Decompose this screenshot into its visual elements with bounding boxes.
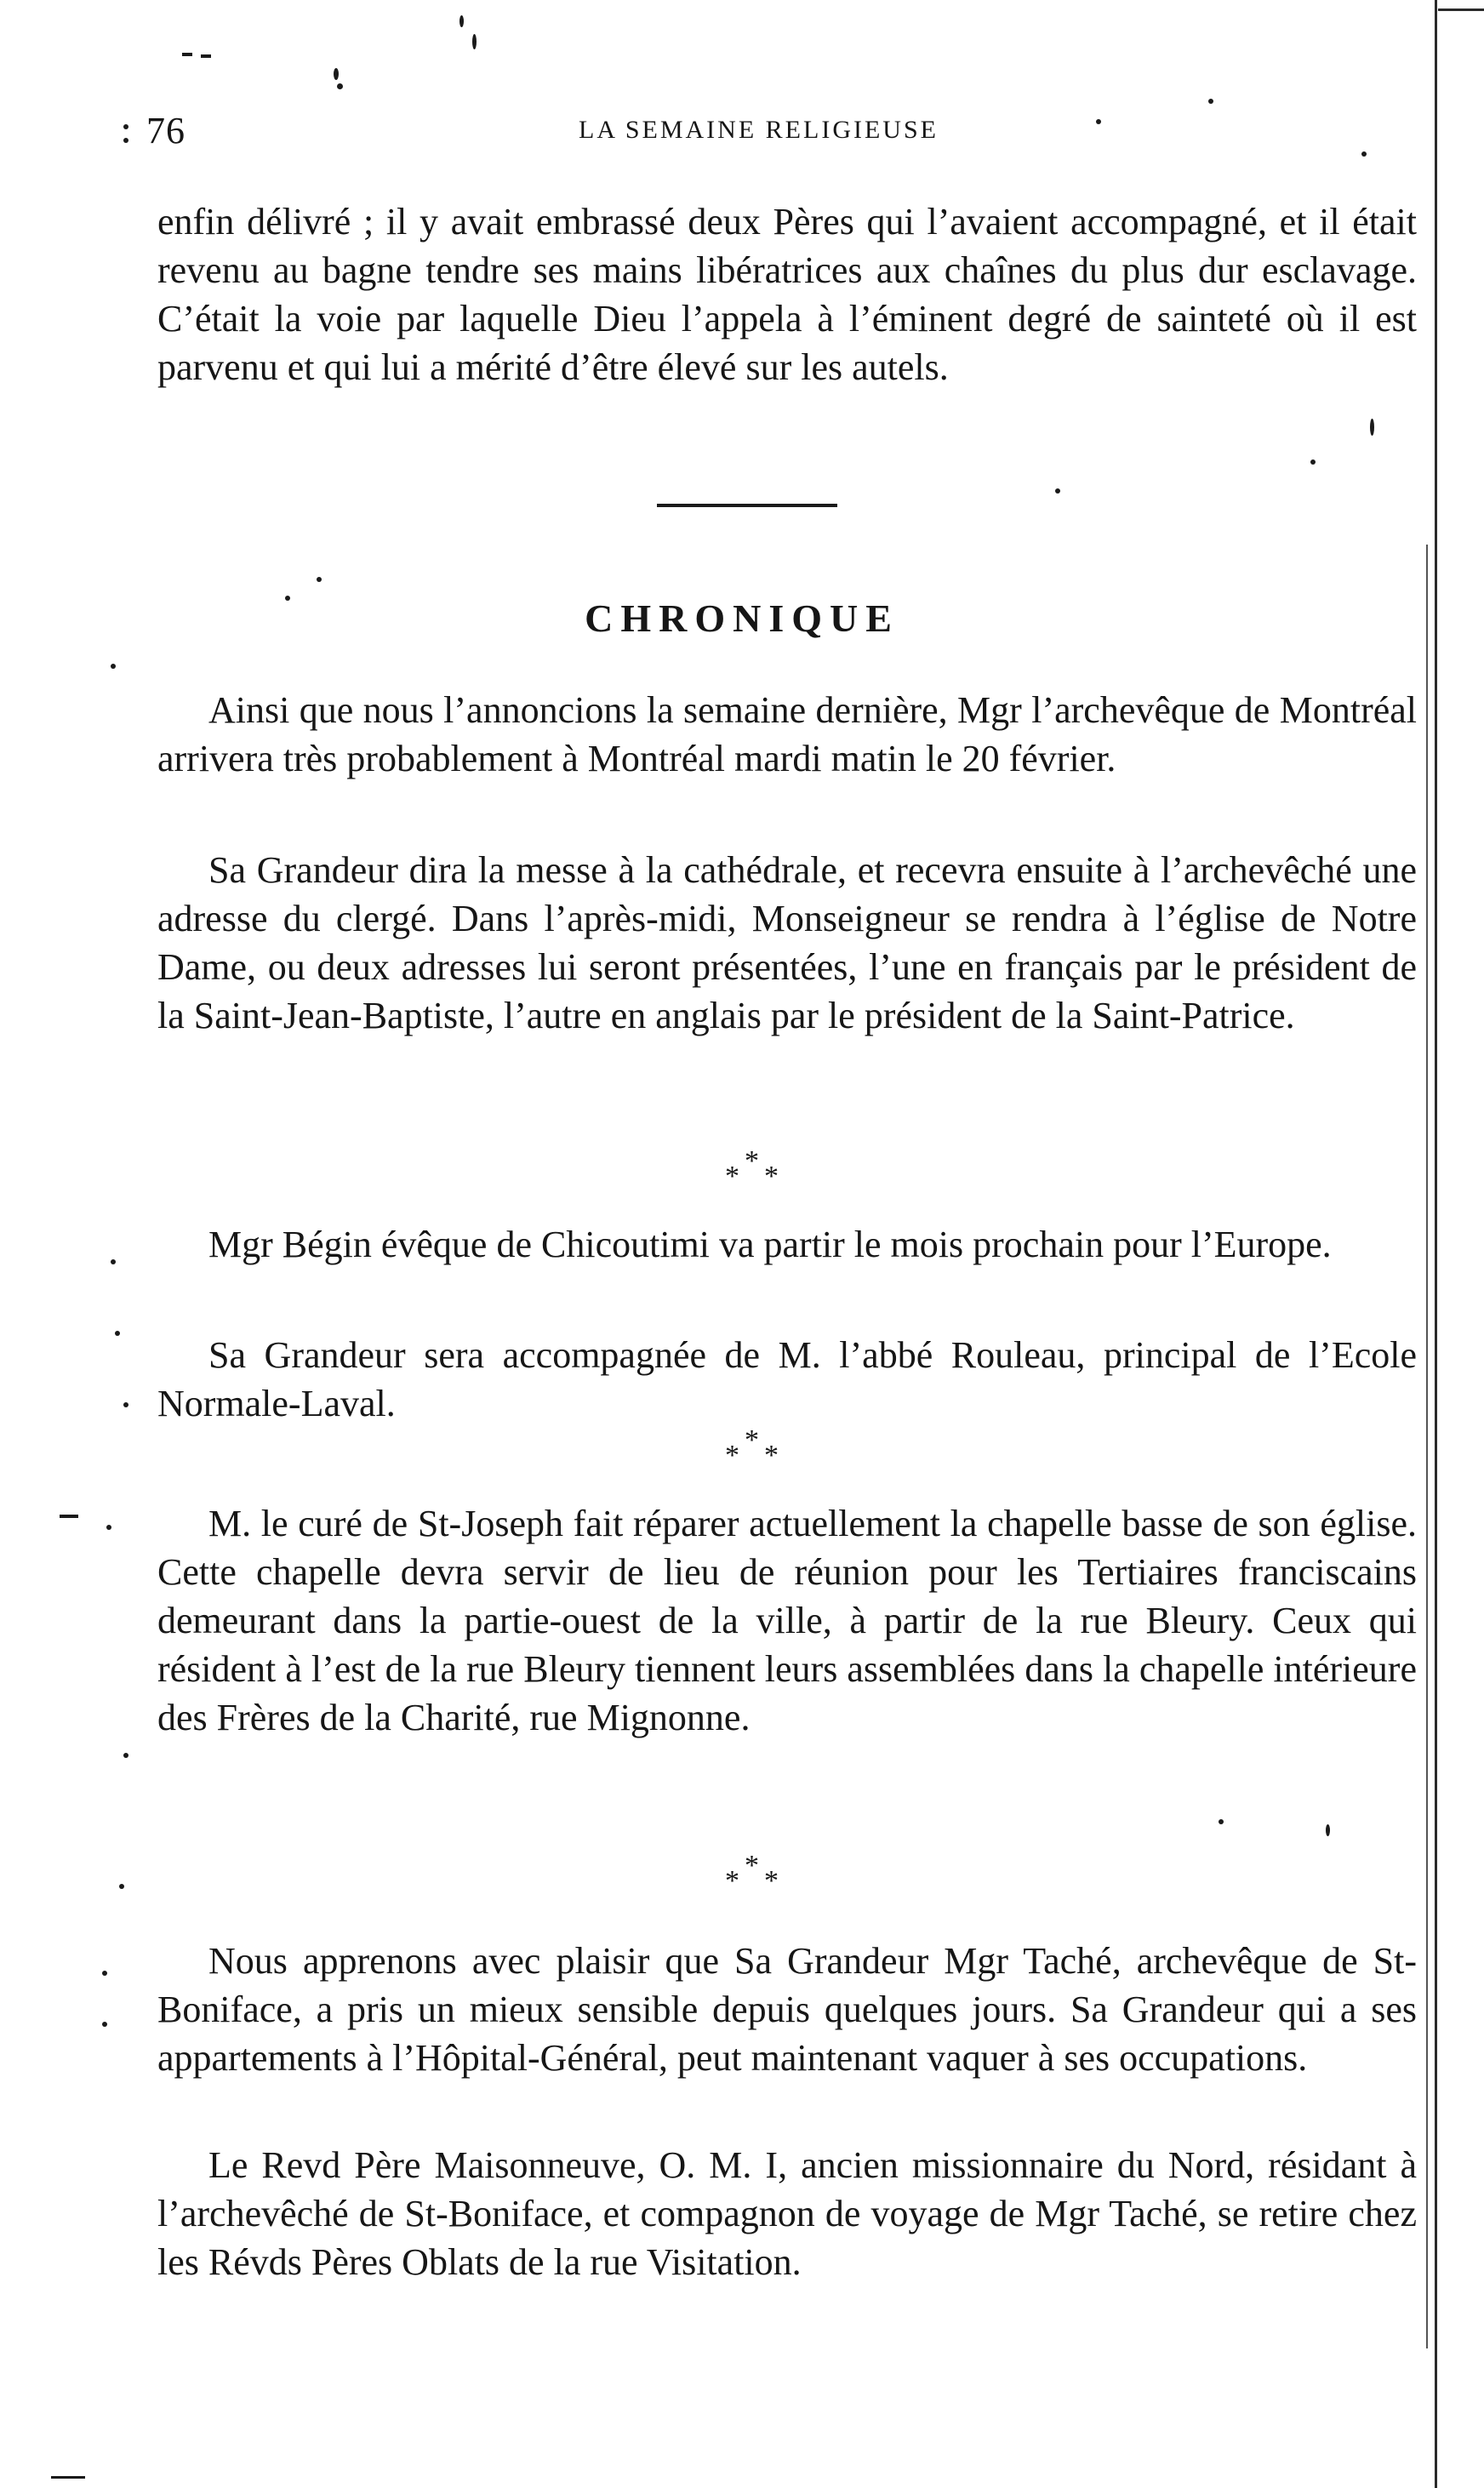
scan-speck [334,68,339,80]
scan-speck [106,1525,111,1530]
scan-speck [1310,459,1316,465]
asterism-star: * [764,1440,779,1471]
page-edge-tick [1438,9,1484,11]
chronique-paragraph: Sa Grandeur dira la messe à la cathédrale, et recevra ensuite à l’archevêché une adresse du clergé. Dans l’après-midi, Monseigneur se rendra à l’église de Notre Dame, ou deux adresses lui seront présentées, l’une en français par le président de la Saint-Jean-Baptiste, l’autre en anglais par le président de la Saint-Patrice. [157,849,1417,1036]
scan-speck [1096,119,1101,124]
scan-dash [201,54,211,58]
chronique-paragraph: Ainsi que nous l’annoncions la semaine dernière, Mgr l’archevêque de Montréal arrivera très probablement à Montréal mardi matin le 20 février. [157,689,1417,779]
scan-speck [111,1259,116,1264]
scan-speck [115,1331,120,1336]
asterism-separator [0,1852,1484,1911]
asterism-star: * [745,1424,759,1456]
asterism-star: * [764,1161,779,1192]
chronique-paragraph: Le Revd Père Maisonneuve, O. M. I, ancien missionnaire du Nord, résidant à l’archevêché de St-Boniface, et compagnon de voyage de Mgr Taché, se retire chez les Révds Pères Oblats de la rue Visitation. [157,2144,1417,2283]
scan-speck [337,83,343,89]
scan-speck [1370,419,1374,436]
scan-speck [1219,1819,1224,1824]
asterism-star: * [764,1865,779,1897]
scan-speck [123,1753,128,1758]
page-edge-line [1435,0,1437,2488]
asterism-separator [0,1147,1484,1207]
asterism-star: * [725,1440,739,1471]
scan-speck [1208,99,1213,104]
scan-speck [1055,488,1060,494]
scan-speck [459,15,464,27]
scan-speck [123,138,128,143]
page-number: 76 [146,110,186,151]
chronique-paragraph: M. le curé de St-Joseph fait réparer actuellement la chapelle basse de son église. Cette chapelle devra servir de lieu de réunion pour les Tertiaires franciscains demeurant dans la partie-ouest de la ville, à partir de la rue Bleury. Ceux qui résident à l’est de la rue Bleury tiennent leurs assemblées dans la chapelle intérieure des Frères de la Charité, rue Mignonne. [157,1503,1417,1738]
chronique-paragraph: Nous apprenons avec plaisir que Sa Grandeur Mgr Taché, archevêque de St-Boniface, a pris un mieux sensible depuis quelques jours. Sa Grandeur qui a ses appartements à l’Hôpital-Général, peut maintenant vaquer à ses occupations. [157,1940,1417,2079]
asterism-separator [0,1426,1484,1486]
scan-speck [123,124,128,129]
chronique-paragraph: Mgr Bégin évêque de Chicoutimi va partir le mois prochain pour l’Europe. [208,1224,1332,1265]
asterism-star: * [725,1865,739,1897]
section-divider [657,504,837,507]
scan-speck [317,577,322,582]
asterism-star: * [745,1850,759,1881]
scan-speck [1361,151,1367,157]
running-title: LA SEMAINE RELIGIEUSE [579,116,939,144]
scan-dash [51,2476,85,2479]
section-heading: CHRONIQUE [585,596,899,640]
asterism-star: * [745,1145,759,1177]
scan-speck [102,2022,107,2027]
opening-paragraph: enfin délivré ; il y avait embrassé deux Pères qui l’avaient accompagné, et il était revenu au bagne tendre ses mains libératrices aux chaînes du plus dur esclavage. C’était la voie par laquelle Dieu l’appela à l’éminent degré de sainteté où il est parvenu et qui lui a mérité d’être élevé sur les autels. [157,201,1417,388]
scan-speck [102,1971,107,1976]
scan-speck [472,34,477,49]
asterism-star: * [725,1161,739,1192]
scan-speck [123,1402,128,1407]
scan-speck [111,664,116,669]
scan-dash [182,53,192,56]
scan-dash [60,1515,78,1518]
chronique-paragraph: Sa Grandeur sera accompagnée de M. l’abbé Rouleau, principal de l’Ecole Normale-Laval. [157,1334,1417,1424]
scan-speck [1326,1824,1330,1836]
